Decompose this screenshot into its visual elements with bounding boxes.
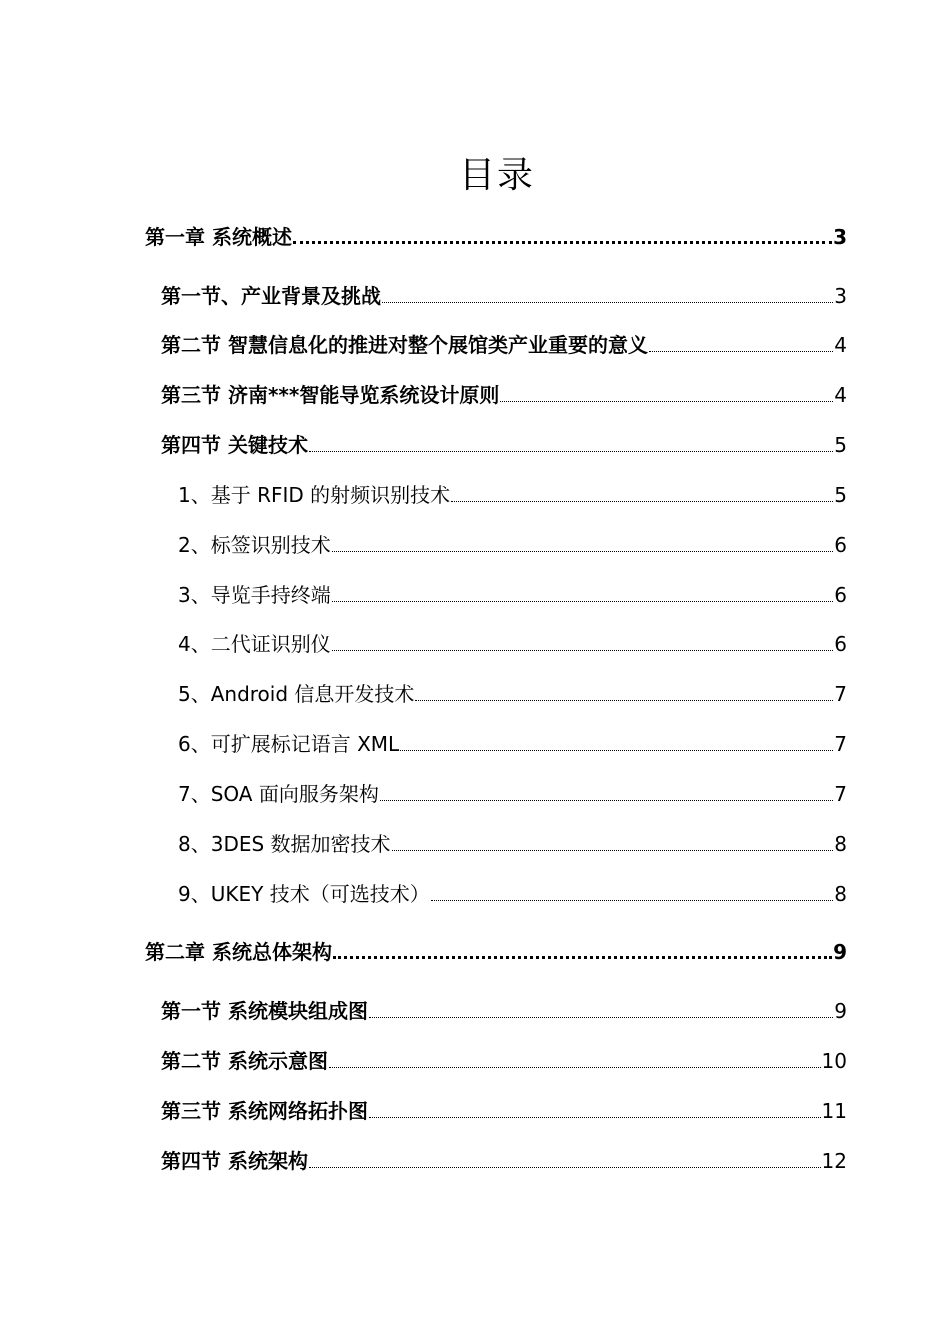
- toc-entry-chapter-1[interactable]: [145, 222, 847, 250]
- toc-entry-label: 第一节 系统模块组成图: [161, 999, 368, 1023]
- toc-entry-label: 第一章 系统概述: [145, 225, 292, 249]
- dot-leader: [431, 900, 834, 901]
- toc-entry-item[interactable]: [178, 879, 847, 907]
- toc-entry-page-number: 9: [834, 999, 847, 1023]
- toc-entry-label: 第三节 系统网络拓扑图: [161, 1099, 368, 1123]
- toc-entry-label: 2、标签识别技术: [178, 533, 331, 557]
- dot-leader: [392, 850, 834, 851]
- toc-entry-section[interactable]: [161, 380, 847, 408]
- toc-entry-label: 6、可扩展标记语言 XML: [178, 732, 400, 756]
- toc-entry-page-number: 10: [821, 1049, 847, 1073]
- toc-entry-chapter-2[interactable]: [145, 937, 847, 965]
- toc-entry-label: 7、SOA 面向服务架构: [178, 782, 379, 806]
- toc-entry-item[interactable]: [178, 629, 847, 657]
- toc-entry-page-number: 11: [821, 1099, 847, 1123]
- dot-leader: [649, 351, 833, 352]
- toc-entry-label: 第四节 关键技术: [161, 433, 308, 457]
- toc-entry-label: 第三节 济南***智能导览系统设计原则: [161, 383, 500, 407]
- dot-leader: [400, 750, 833, 751]
- toc-entry-section[interactable]: [161, 430, 847, 458]
- toc-entry-page-number: 4: [834, 383, 847, 407]
- toc-entry-label: 第四节 系统架构: [161, 1149, 308, 1173]
- dot-leader: [309, 451, 833, 452]
- dot-leader: [293, 241, 832, 244]
- dot-leader: [332, 601, 834, 602]
- toc-entry-page-number: 6: [834, 632, 847, 656]
- toc-entry-item[interactable]: [178, 729, 847, 757]
- toc-entry-item[interactable]: [178, 480, 847, 508]
- toc-entry-page-number: 8: [834, 882, 847, 906]
- toc-entry-page-number: 6: [834, 533, 847, 557]
- dot-leader: [415, 700, 833, 701]
- toc-entry-item[interactable]: [178, 530, 847, 558]
- dot-leader: [369, 1117, 821, 1118]
- toc-entry-section[interactable]: [161, 1146, 847, 1174]
- dot-leader: [451, 501, 833, 502]
- toc-entry-label: 第二章 系统总体架构: [145, 940, 332, 964]
- toc-entry-page-number: 7: [834, 732, 847, 756]
- dot-leader: [382, 302, 833, 303]
- toc-entry-label: 第二节 系统示意图: [161, 1049, 328, 1073]
- toc-entry-section[interactable]: [161, 281, 847, 309]
- toc-entry-label: 第一节、产业背景及挑战: [161, 284, 381, 308]
- toc-entry-label: 9、UKEY 技术（可选技术）: [178, 882, 430, 906]
- toc-entry-label: 8、3DES 数据加密技术: [178, 832, 391, 856]
- dot-leader: [332, 650, 834, 651]
- toc-entry-label: 1、基于 RFID 的射频识别技术: [178, 483, 451, 507]
- toc-entry-page-number: 6: [834, 583, 847, 607]
- toc-entry-label: 5、Android 信息开发技术: [178, 682, 415, 706]
- toc-entry-item[interactable]: [178, 829, 847, 857]
- dot-leader: [332, 551, 834, 552]
- toc-entry-label: 3、导览手持终端: [178, 583, 331, 607]
- dot-leader: [329, 1067, 821, 1068]
- toc-entry-page-number: 4: [834, 333, 847, 357]
- toc-entry-page-number: 7: [834, 682, 847, 706]
- toc-entry-page-number: 3: [833, 225, 847, 249]
- toc-entry-label: 第二节 智慧信息化的推进对整个展馆类产业重要的意义: [161, 333, 648, 357]
- toc-entry-item[interactable]: [178, 679, 847, 707]
- toc-entry-page-number: 7: [834, 782, 847, 806]
- toc-entry-page-number: 12: [821, 1149, 847, 1173]
- toc-entry-label: 4、二代证识别仪: [178, 632, 331, 656]
- dot-leader: [309, 1167, 821, 1168]
- toc-entry-page-number: 3: [834, 284, 847, 308]
- toc-entry-section[interactable]: [161, 330, 847, 358]
- dot-leader: [500, 401, 833, 402]
- toc-entry-section[interactable]: [161, 1046, 847, 1074]
- dot-leader: [380, 800, 833, 801]
- toc-entry-page-number: 8: [834, 832, 847, 856]
- toc-entry-page-number: 5: [834, 433, 847, 457]
- toc-entry-item[interactable]: [178, 580, 847, 608]
- toc-entry-section[interactable]: [161, 1096, 847, 1124]
- dot-leader: [369, 1017, 833, 1018]
- page-title: 目录: [458, 155, 535, 196]
- toc-entry-page-number: 5: [834, 483, 847, 507]
- toc-entry-section[interactable]: [161, 996, 847, 1024]
- dot-leader: [333, 956, 832, 959]
- toc-entry-page-number: 9: [833, 940, 847, 964]
- toc-entry-item[interactable]: [178, 779, 847, 807]
